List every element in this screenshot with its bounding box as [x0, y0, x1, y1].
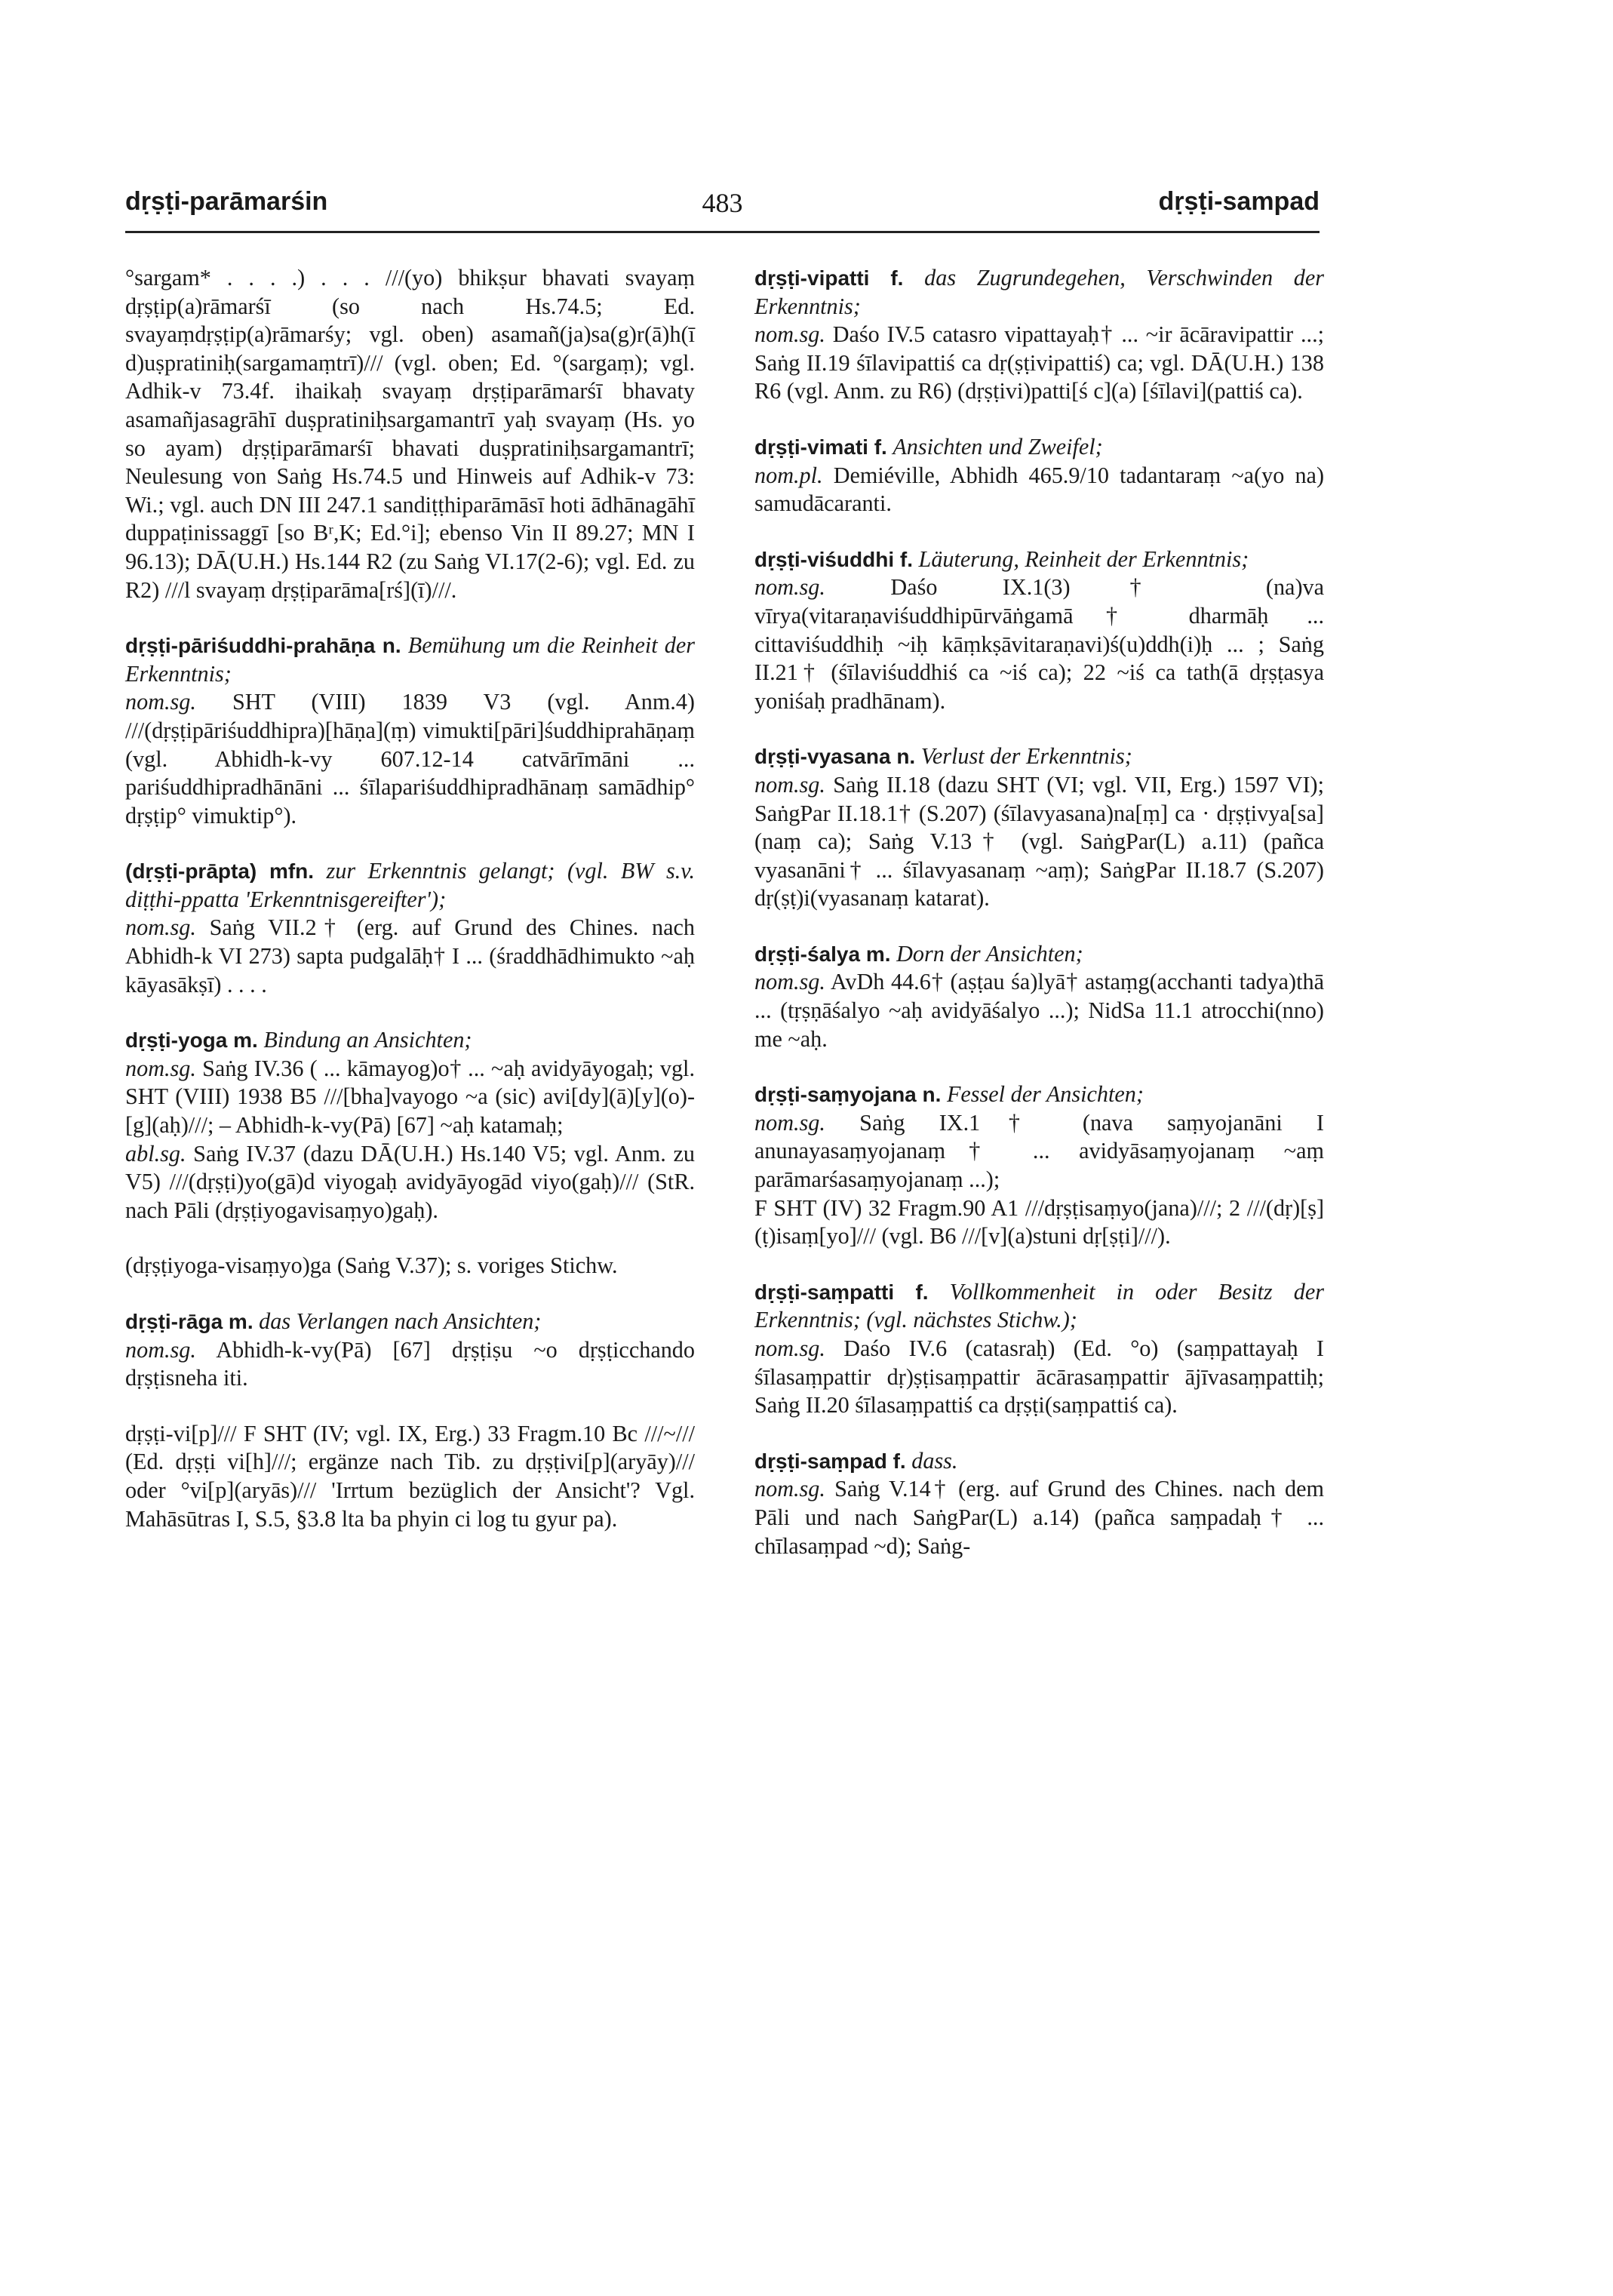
dictionary-entry	[754, 433, 1324, 518]
entry-heading-line	[754, 264, 1324, 321]
entry-gloss: das Zugrundegehen, Verschwinden der Erkenntnis;	[754, 265, 1325, 319]
dictionary-entry	[754, 1278, 1324, 1420]
entry-citation-line: nom.sg. AvDh 44.6† (aṣṭau śa)lyā† astaṃg(acchanti tadya)thā ... (tṛṣṇāśalyo ~aḥ avidyāśalyo ...); NidSa 11.1 atrocchi(nno) me ~aḥ.	[754, 969, 1324, 1052]
entry-citation-line: nom.sg. Daśo IV.5 catasro vipattayaḥ† ... ~ir ācāravipattir ...; Saṅg II.19 śīlavipattiś ca dṛ(ṣṭivipattiś) ca; vgl. DĀ(U.H.) 138 R6 (vgl. Anm. zu R6) (dṛṣṭivi)patti[ś c](a) [śīlavi](pattiś ca).	[754, 321, 1324, 404]
entry-citation-line: F SHT (IV) 32 Fragm.90 A1 ///dṛṣṭisaṃyo(jana)///; 2 ///(dṛ)[ṣ](ṭ)isaṃ[yo]/// (vgl. B6 ///[v](a)stuni dṛ[ṣṭi]///).	[754, 1194, 1324, 1249]
entry-heading-line	[754, 546, 1324, 574]
entry-citation-line: nom.sg. Abhidh-k-vy(Pā) [67] dṛṣṭiṣu ~o dṛṣṭicchando dṛṣṭisneha iti.	[125, 1336, 695, 1391]
page-number: 483	[702, 188, 743, 218]
entry-headword: dṛṣṭi-vyasana n.	[754, 745, 916, 769]
entry-citation-line: °sargam* . . . .) . . . ///(yo) bhikṣur bhavati svayaṃ dṛṣṭip(a)rāmarśī (so nach Hs.74.5; Ed. svayaṃdṛṣṭip(a)rāmarśy; vgl. oben) asamañ(ja)sa(g)r(ā)h(ī d)uṣpratiniḥ(sargamaṃtrī)/// (vgl. oben; Ed. °(sargaṃ); vgl. Adhik-v 73.4f. ihaikaḥ svayaṃ dṛṣṭiparāmarśī bhavaty asamañjasagrāhī duṣpratiniḥsargamantrī yaḥ svayaṃ (Hs. yo so ayam) dṛṣṭiparāmarśī bhavati duṣpratiniḥsargamantrī; Neulesung von Saṅg Hs.74.5 und Hinweis auf Adhik-v 73: Wi.; vgl. auch DN III 247.1 sandiṭṭhiparāmāsī hoti ādhānagāhī duppaṭinissaggī [so Bʳ,K; Ed.°i]; ebenso Vin II 89.27; MN I 96.13); DĀ(U.H.) Hs.144 R2 (zu Saṅg VI.17(2-6); vgl. Ed. zu R2) ///l svayaṃ dṛṣṭiparāma[rś](ī)///.	[125, 265, 695, 603]
entry-citation-line: nom.sg. Daśo IV.6 (catasraḥ) (Ed. °o) (saṃpattayaḥ I śīlasaṃpattir dṛ)ṣṭisaṃpattir ācārasaṃpattir ājīvasaṃpattiḥ; Saṅg II.20 śīlasaṃpattiś ca dṛṣṭi(saṃpattiś ca).	[754, 1335, 1324, 1418]
entry-headword: dṛṣṭi-śalya m.	[754, 942, 891, 966]
entry-heading-line	[125, 1026, 695, 1055]
grammar-label: nom.sg.	[754, 1335, 825, 1361]
entry-headword: dṛṣṭi-saṃpad f.	[754, 1449, 906, 1473]
entry-heading-line	[754, 1278, 1324, 1335]
entry-gloss: das Verlangen nach Ansichten;	[259, 1308, 542, 1334]
entry-headword: dṛṣṭi-viśuddhi f.	[754, 547, 913, 571]
entry-gloss: Dorn der Ansichten;	[896, 940, 1083, 967]
entry-gloss: Bindung an Ansichten;	[263, 1027, 472, 1053]
dictionary-entry	[125, 632, 695, 830]
dictionary-entry	[754, 546, 1324, 716]
grammar-label: nom.pl.	[754, 462, 823, 488]
dictionary-entry	[125, 1252, 695, 1280]
right-running-headword: dṛṣṭi-sampad	[1158, 187, 1320, 216]
entry-heading-line	[754, 1447, 1324, 1476]
entry-gloss: Vollkommenheit in oder Besitz der Erkenntnis; (vgl. nächstes Stichw.);	[754, 1278, 1325, 1333]
entry-headword: dṛṣṭi-vipatti f.	[754, 266, 904, 290]
entry-headword: dṛṣṭi-saṃpatti f.	[754, 1280, 929, 1304]
grammar-label: nom.sg.	[754, 771, 825, 798]
entry-citation-line: nom.sg. SHT (VIII) 1839 V3 (vgl. Anm.4) ///(dṛṣṭipāriśuddhipra)[hāṇa](ṃ) vimukti[pāri]śuddhiprahāṇaṃ (vgl. Abhidh-k-vy 607.12-14 catvārīmāni ... pariśuddhipradhānāni ... śīlapariśuddhipradhānaṃ samādhip° dṛṣṭip° vimuktip°).	[125, 689, 695, 828]
entry-heading-line	[754, 940, 1324, 969]
dictionary-entry	[125, 1308, 695, 1393]
entry-headword: dṛṣṭi-pāriśuddhi-prahāṇa n.	[125, 634, 401, 658]
entry-citation-line: nom.sg. Saṅg IV.36 ( ... kāmayog)o† ... ~aḥ avidyāyogaḥ; vgl. SHT (VIII) 1938 B5 ///[bha]vayogo ~a (sic) avi[dy](ā)[y](o)-[g](aḥ)///; – Abhidh-k-vy(Pā) [67] ~aḥ katamaḥ;	[125, 1055, 695, 1139]
grammar-label: abl.sg.	[125, 1140, 186, 1166]
entry-gloss: dass.	[911, 1447, 958, 1474]
grammar-label: nom.sg.	[754, 321, 825, 348]
grammar-label: nom.sg.	[125, 914, 196, 941]
dictionary-entry	[125, 1420, 695, 1533]
entry-gloss: Ansichten und Zweifel;	[893, 433, 1103, 460]
dictionary-entry	[125, 1026, 695, 1225]
dictionary-entry	[125, 857, 695, 999]
entry-citation-line: nom.sg. Saṅg V.14† (erg. auf Grund des Chines. nach dem Pāli und nach SaṅgPar(L) a.14) (pañca saṃpadaḥ† ... chīlasaṃpad ~d); Saṅg-	[754, 1476, 1324, 1559]
entry-citation-line: nom.sg. Saṅg II.18 (dazu SHT (VI; vgl. VII, Erg.) 1597 VI); SaṅgPar II.18.1† (S.207) (śīlavyasana)na[ṃ] ca · dṛṣṭivya[sa](naṃ ca); Saṅg V.13† (vgl. SaṅgPar(L) a.11) (pañca vyasanāni† ... śīlavyasanaṃ ~aṃ); SaṅgPar II.18.7 (S.207) dṛ(ṣṭ)i(vyasanaṃ katarat).	[754, 771, 1324, 911]
grammar-label: nom.sg.	[754, 1109, 825, 1136]
entry-gloss: Bemühung um die Reinheit der Erkenntnis;	[125, 632, 696, 687]
dictionary-entry	[754, 1080, 1324, 1251]
grammar-label: nom.sg.	[754, 969, 825, 995]
entry-gloss: zur Erkenntnis gelangt; (vgl. BW s.v. diṭṭhi-ppatta 'Erkenntnisgereifter');	[125, 858, 695, 912]
dictionary-entry	[754, 940, 1324, 1053]
grammar-label: nom.sg.	[125, 1336, 196, 1363]
entry-heading-line	[754, 433, 1324, 462]
entry-headword: dṛṣṭi-vimati f.	[754, 435, 887, 459]
dictionary-entry	[754, 742, 1324, 913]
entry-headword: dṛṣṭi-saṃyojana n.	[754, 1083, 942, 1107]
grammar-label: nom.sg.	[754, 1476, 825, 1502]
right-column	[754, 264, 1324, 1588]
entry-gloss: Läuterung, Reinheit der Erkenntnis;	[918, 546, 1249, 572]
entry-citation-line: dṛṣṭi-vi[p]/// F SHT (IV; vgl. IX, Erg.) 33 Fragm.10 Bc ///~/// (Ed. dṛṣṭi vi[h]///; ergänze nach Tib. zu dṛṣṭivi[p](aryāy)/// oder °vi[p](aryās)/// 'Irrtum bezüglich der Ansicht'? Vgl. Mahāsūtras I, S.5, §3.8 lta ba phyin ci log tu gyur pa).	[125, 1420, 695, 1532]
grammar-label: nom.sg.	[125, 1055, 196, 1081]
entry-heading-line	[754, 1080, 1324, 1109]
left-running-headword: dṛṣṭi-parāmarśin	[125, 187, 328, 216]
entry-citation-line: abl.sg. Saṅg IV.37 (dazu DĀ(U.H.) Hs.140 V5; vgl. Anm. zu V5) ///(dṛṣṭi)yo(gā)d viyogaḥ avidyāyogād viyo(gaḥ)/// (StR. nach Pāli (dṛṣṭiyogavisaṃyo)gaḥ).	[125, 1140, 695, 1223]
entry-heading-line	[125, 632, 695, 688]
entry-citation-line: nom.sg. Saṅg IX.1† (nava saṃyojanāni I anunayasaṃyojanaṃ† ... avidyāsaṃyojanaṃ ~aṃ parāmarśasaṃyojanaṃ ...);	[754, 1109, 1324, 1193]
entry-heading-line	[125, 857, 695, 914]
entry-headword: dṛṣṭi-rāga m.	[125, 1310, 253, 1333]
dictionary-entry	[125, 264, 695, 604]
entry-headword: dṛṣṭi-yoga m.	[125, 1028, 258, 1053]
entry-gloss: Verlust der Erkenntnis;	[920, 743, 1132, 770]
entry-headword: (dṛṣṭi-prāpta) mfn.	[125, 859, 315, 884]
entry-citation-line: nom.sg. Daśo IX.1(3)† (na)va vīrya(vitaraṇaviśuddhipūrvāṅgamā† dharmāḥ ... cittaviśuddhiḥ ~iḥ kāṃkṣāvitaraṇavi)ś(u)ddh(i)ḥ ... ; Saṅg II.21† (śīlaviśuddhiś ca ~iś ca); 22 ~iś ca tath(ā dṛṣṭasya yoniśaḥ pradhānam).	[754, 574, 1324, 714]
dictionary-entry	[754, 1447, 1324, 1560]
dictionary-entry	[754, 264, 1324, 406]
left-column	[125, 264, 695, 1560]
entry-heading-line	[754, 742, 1324, 771]
grammar-label: nom.sg.	[754, 574, 825, 601]
entry-citation-line: nom.pl. Demiéville, Abhidh 465.9/10 tadantaraṃ ~a(yo na) samudācaranti.	[754, 462, 1324, 517]
running-header	[125, 186, 1320, 233]
grammar-label: nom.sg.	[125, 689, 196, 715]
entry-citation-line: nom.sg. Saṅg VII.2† (erg. auf Grund des Chines. nach Abhidh-k VI 273) sapta pudgalāḥ† I ... (śraddhādhimukto ~aḥ kāyasākṣī) . . . .	[125, 914, 695, 997]
entry-heading-line	[125, 1308, 695, 1336]
entry-gloss: Fessel der Ansichten;	[946, 1081, 1144, 1108]
entry-citation-line: (dṛṣṭiyoga-visaṃyo)ga (Saṅg V.37); s. voriges Stichw.	[125, 1253, 618, 1279]
